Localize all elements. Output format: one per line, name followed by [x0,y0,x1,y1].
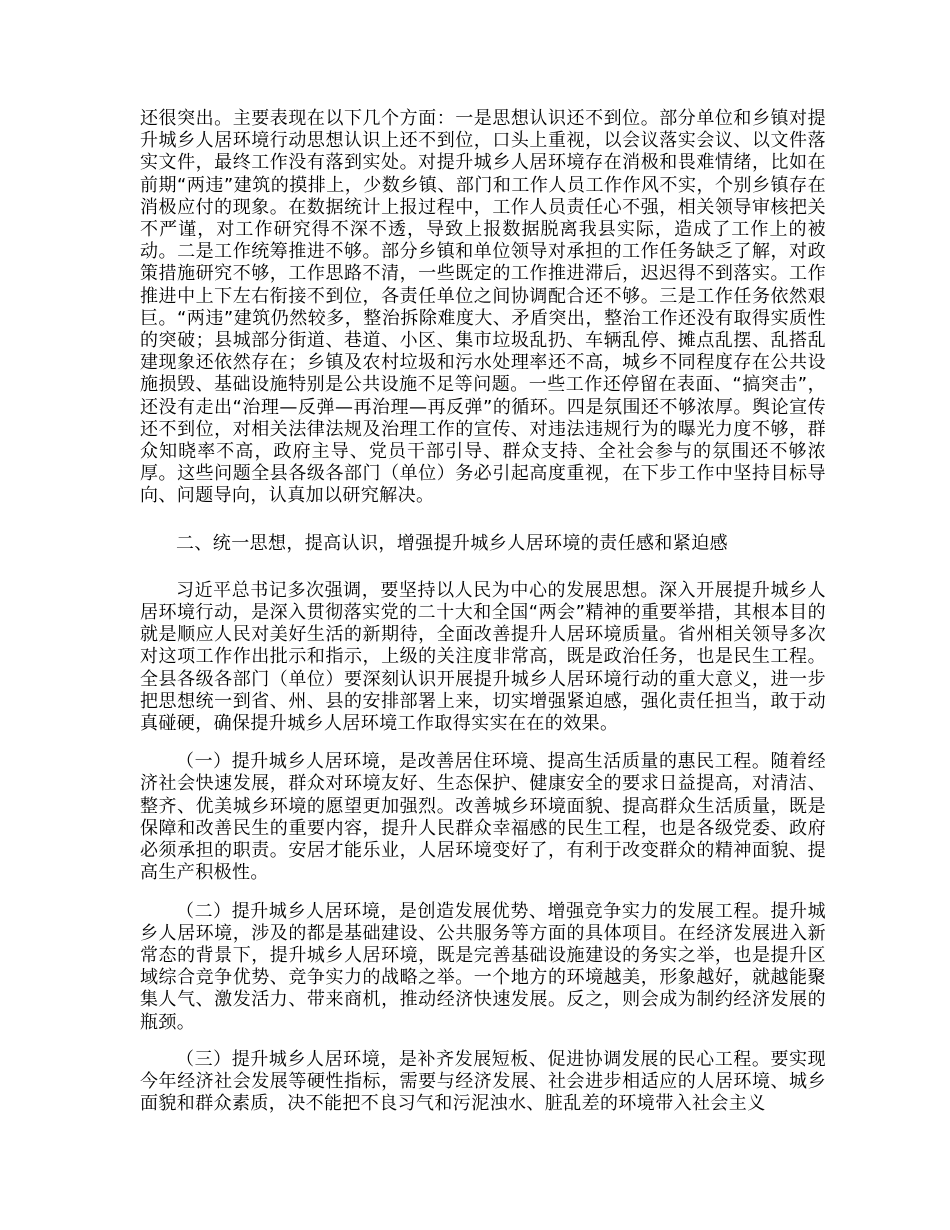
section-heading: 二、统一思想，提高认识，增强提升城乡人居环境的责任感和紧迫感 [176,532,728,554]
body-paragraph: 习近平总书记多次强调，要坚持以人民为中心的发展思想。深入开展提升城乡人居环境行动，是深入贯彻落实党的二十大和全国“两会”精神的重要举措，其根本目的就是顺应人民对美好生活的新期待，全面改善提升人居环境质量。省州相关领导多次对这项工作作出批示和指示，上级的关注度非常高，既是政治任务，也是民生工程。全县各级各部门（单位）要深刻认识开展提升城乡人居环境行动的重大意义，进一步把思想统一到省、州、县的安排部署上来，切实增强紧迫感，强化责任担当，敢于动真碰硬，确保提升城乡人居环境工作取得实实在在的效果。 [140,579,826,735]
body-paragraph: 还很突出。主要表现在以下几个方面：一是思想认识还不到位。部分单位和乡镇对提升城乡人居环境行动思想认识上还不到位，口头上重视，以会议落实会议、以文件落实文件，最终工作没有落到实处。对提升城乡人居环境存在消极和畏难情绪，比如在前期“两违”建筑的摸排上，少数乡镇、部门和工作人员工作作风不实，个别乡镇存在消极应付的现象。在数据统计上报过程中，工作人员责任心不强，相关领导审核把关不严谨，对工作研究得不深不透，导致上报数据脱离我县实际，造成了工作上的被动。二是工作统筹推进不够。部分乡镇和单位领导对承担的工作任务缺乏了解，对政策措施研究不够，工作思路不清，一些既定的工作推进滞后，迟迟得不到落实。工作推进中上下左右衔接不到位，各责任单位之间协调配合还不够。三是工作任务依然艰巨。“两违”建筑仍然较多，整治拆除难度大、矛盾突出，整治工作还没有取得实质性的突破；县城部分街道、巷道、小区、集市垃圾乱扔、车辆乱停、摊点乱摆、乱搭乱建现象还依然存在；乡镇及农村垃圾和污水处理率还不高，城乡不同程度存在公共设施损毁、基础设施特别是公共设施不足等问题。一些工作还停留在表面、“搞突击”，还没有走出“治理—反弹—再治理—再反弹”的循环。四是氛围还不够浓厚。舆论宣传还不到位，对相关法律法规及治理工作的宣传、对违法违规行为的曝光力度不够，群众知晓率不高，政府主导、党员干部引导、群众支持、全社会参与的氛围还不够浓厚。这些问题全县各级各部门（单位）务必引起高度重视，在下步工作中坚持目标导向、问题导向，认真加以研究解决。 [140,108,826,507]
body-paragraph: （三）提升城乡人居环境，是补齐发展短板、促进协调发展的民心工程。要实现今年经济社会发展等硬性指标，需要与经济发展、社会进步相适应的人居环境、城乡面貌和群众素质，决不能把不良习气和污泥浊水、脏乱差的环境带入社会主义 [140,1048,826,1115]
body-paragraph: （二）提升城乡人居环境，是创造发展优势、增强竞争实力的发展工程。提升城乡人居环境，涉及的都是基础建设、公共服务等方面的具体项目。在经济发展进入新常态的背景下，提升城乡人居环境，既是完善基础设施建设的务实之举，也是提升区域综合竞争优势、竞争实力的战略之举。一个地方的环境越美，形象越好，就越能聚集人气、激发活力、带来商机，推动经济快速发展。反之，则会成为制约经济发展的瓶颈。 [140,900,826,1033]
document-page [140,108,826,1115]
body-paragraph: （一）提升城乡人居环境，是改善居住环境、提高生活质量的惠民工程。随着经济社会快速发展，群众对环境友好、生态保护、健康安全的要求日益提高，对清洁、整齐、优美城乡环境的愿望更加强烈。改善城乡环境面貌、提高群众生活质量，既是保障和改善民生的重要内容，提升人民群众幸福感的民生工程，也是各级党委、政府必须承担的职责。安居才能乐业，人居环境变好了，有利于改变群众的精神面貌、提高生产积极性。 [140,751,826,884]
